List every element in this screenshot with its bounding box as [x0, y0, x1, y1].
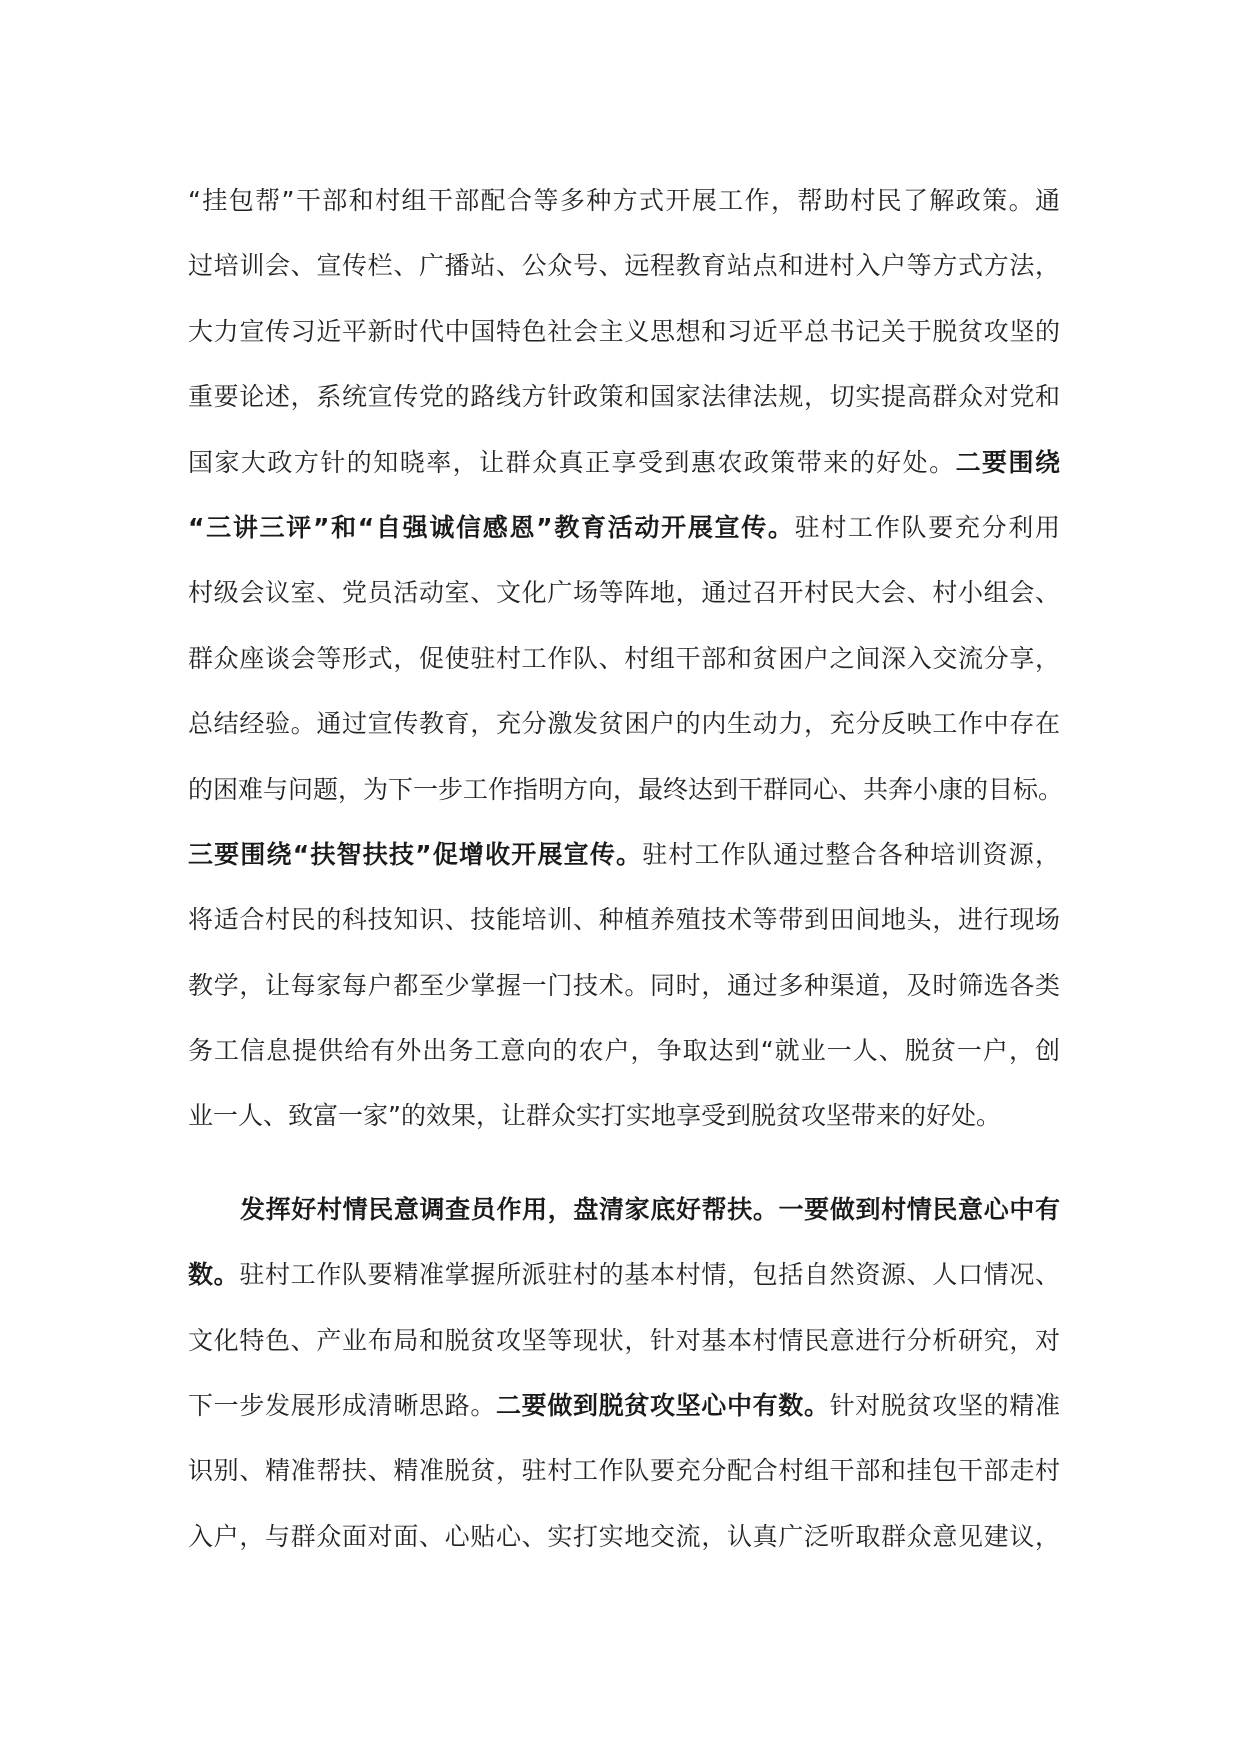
text-run: 业一人、致富一家”的效果，让群众实打实地享受到脱贫攻坚带来的好处。 — [188, 1101, 1001, 1131]
text-line — [188, 299, 1060, 364]
text-line — [188, 233, 1060, 298]
text-run: 教学，让每家每户都至少掌握一门技术。同时，通过多种渠道，及时筛选各类 — [188, 970, 1060, 1000]
document-page — [188, 168, 1064, 1569]
text-line — [188, 1504, 1060, 1569]
text-run: “挂包帮”干部和村组干部配合等多种方式开展工作，帮助村民了解政策。通 — [188, 186, 1060, 215]
bold-text-run: 发挥好村情民意调查员作用，盘清家底好帮扶。一要做到村情民意心中有 — [240, 1194, 1060, 1224]
bold-text-run: 数。 — [188, 1260, 240, 1290]
text-line — [188, 887, 1060, 952]
bold-text-run: 三要围绕“扶智扶技”促增收开展宣传。 — [188, 839, 643, 869]
text-run: 的困难与问题，为下一步工作指明方向，最终达到干群同心、共奔小康的目标。 — [188, 774, 1064, 804]
paragraph-gap — [188, 1149, 1060, 1177]
text-line — [188, 430, 1060, 495]
text-run: 过培训会、宣传栏、广播站、公众号、远程教育站点和进村入户等方式方法， — [188, 251, 1060, 281]
text-run: 大力宣传习近平新时代中国特色社会主义思想和习近平总书记关于脱贫攻坚的 — [188, 316, 1060, 346]
paragraph-1 — [188, 168, 1064, 1149]
text-line — [188, 1438, 1060, 1503]
text-run: 村级会议室、党员活动室、文化广场等阵地，通过召开村民大会、村小组会、 — [188, 578, 1060, 608]
text-line — [188, 1242, 1060, 1307]
text-run: 总结经验。通过宣传教育，充分激发贫困户的内生动力，充分反映工作中存在 — [188, 709, 1060, 739]
bold-text-run: 二要做到脱贫攻坚心中有数。 — [495, 1391, 830, 1421]
text-line — [188, 1308, 1060, 1373]
text-line — [188, 1177, 1060, 1242]
text-line — [188, 495, 1060, 560]
text-line — [188, 1373, 1060, 1438]
text-line — [188, 691, 1060, 756]
text-run: 务工信息提供给有外出务工意向的农户，争取达到“就业一人、脱贫一户，创 — [188, 1036, 1060, 1066]
text-run: 群众座谈会等形式，促使驻村工作队、村组干部和贫困户之间深入交流分享， — [188, 643, 1060, 673]
text-line — [188, 757, 1064, 822]
bold-text-run: 二要围绕 — [955, 447, 1060, 477]
text-run: 驻村工作队要精准掌握所派驻村的基本村情，包括自然资源、人口情况、 — [239, 1260, 1060, 1290]
text-run: 文化特色、产业布局和脱贫攻坚等现状，针对基本村情民意进行分析研究，对 — [188, 1325, 1060, 1355]
text-line — [188, 626, 1060, 691]
text-run: 识别、精准帮扶、精准脱贫，驻村工作队要充分配合村组干部和挂包干部走村 — [188, 1456, 1060, 1486]
bold-text-run: “三讲三评”和“自强诚信感恩”教育活动开展宣传。 — [188, 512, 795, 542]
text-run: 将适合村民的科技知识、技能培训、种植养殖技术等带到田间地头，进行现场 — [188, 905, 1060, 935]
text-run: 重要论述，系统宣传党的路线方针政策和国家法律法规，切实提高群众对党和 — [188, 382, 1060, 412]
text-line — [188, 822, 1060, 887]
text-line — [188, 1018, 1060, 1083]
text-line — [188, 953, 1060, 1018]
text-run: 驻村工作队要充分利用 — [794, 512, 1060, 542]
text-line — [188, 560, 1060, 625]
text-run: 针对脱贫攻坚的精准 — [829, 1391, 1060, 1421]
text-line — [188, 1083, 1060, 1148]
text-run: 驻村工作队通过整合各种培训资源， — [642, 839, 1060, 869]
text-line — [188, 364, 1060, 429]
text-run: 下一步发展形成清晰思路。 — [188, 1391, 496, 1421]
text-line — [188, 168, 1060, 233]
text-run: 国家大政方针的知晓率，让群众真正享受到惠农政策带来的好处。 — [188, 447, 956, 477]
paragraph-2 — [188, 1177, 1060, 1569]
text-run: 入户，与群众面对面、心贴心、实打实地交流，认真广泛听取群众意见建议， — [188, 1521, 1060, 1551]
